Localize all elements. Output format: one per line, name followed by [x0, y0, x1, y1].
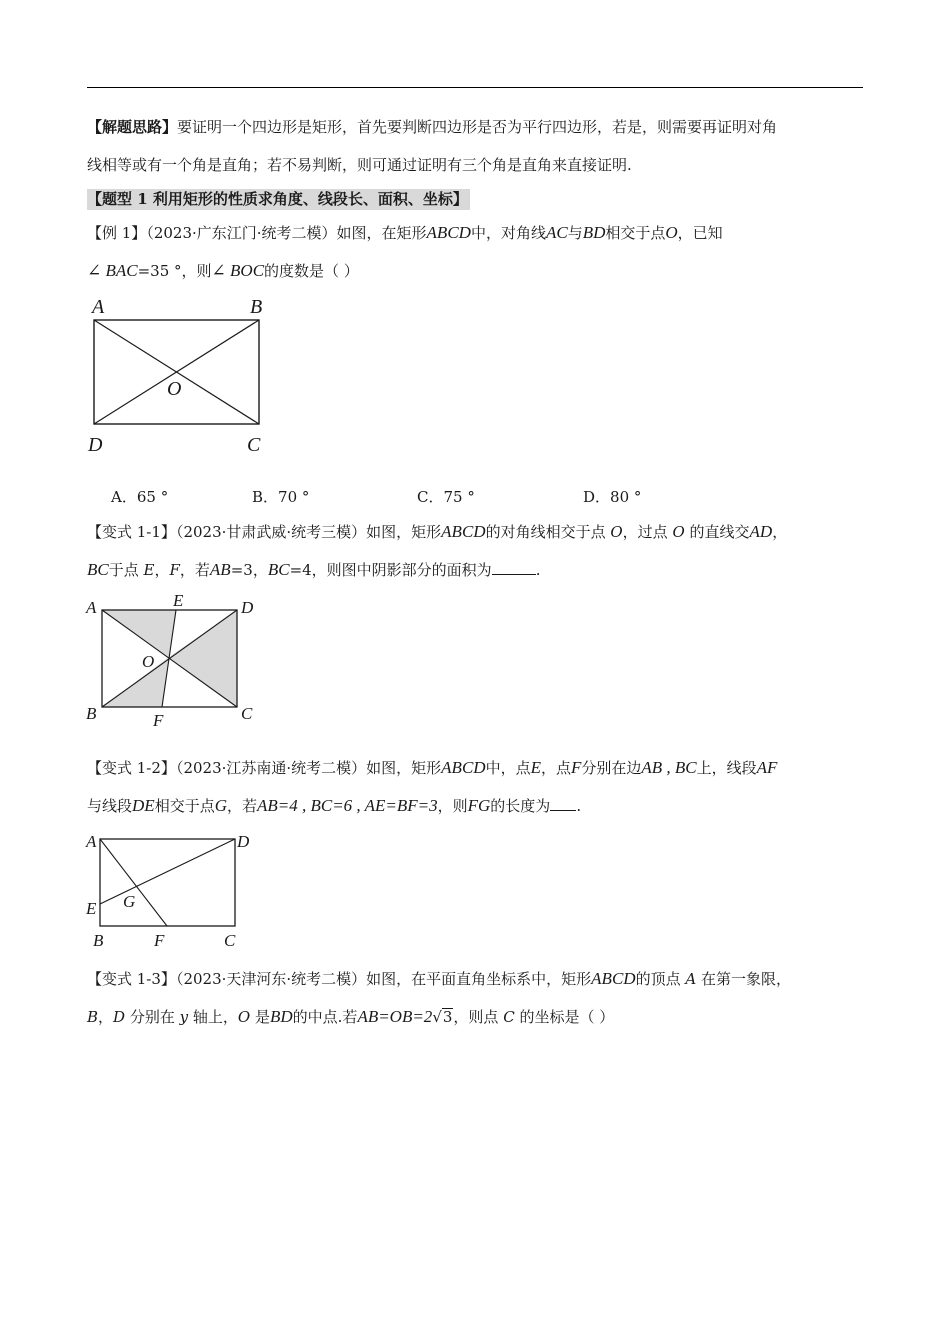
- text: 在第一象限，: [696, 970, 791, 988]
- math: AB=OB=2: [357, 1007, 433, 1026]
- math: ABCD: [591, 969, 636, 988]
- text: ，则点: [453, 1008, 504, 1026]
- variant11-line-1: [87, 522, 787, 542]
- text: =4，则图中阴影部分的面积为: [289, 561, 492, 579]
- variant12-line-2: [87, 796, 581, 816]
- math: O: [610, 523, 623, 541]
- math: AF: [756, 758, 778, 777]
- label-f: F: [154, 931, 165, 950]
- label-c: C: [247, 434, 261, 456]
- sqrt-radicand: 3: [442, 1008, 453, 1026]
- example1-label: 【例 1】: [87, 224, 147, 242]
- text: 如图，在平面直角坐标系中，矩形: [366, 970, 592, 988]
- variant13-source: （2023·天津河东·统考二模）: [175, 970, 367, 988]
- math: DE: [132, 796, 155, 815]
- math: O: [665, 223, 678, 242]
- intro-label: 【解题思路】: [87, 118, 178, 136]
- segment-de: [100, 839, 235, 904]
- example1-source: （2023·广东江门·统考二模）: [146, 224, 337, 242]
- text: 轴上，: [188, 1008, 238, 1026]
- math: ∠ BAC: [87, 261, 138, 280]
- label-c: C: [241, 704, 253, 723]
- example1-line-2: [87, 261, 359, 281]
- text: .: [576, 797, 582, 815]
- text: 的对角线相交于点: [485, 523, 611, 541]
- label-d: D: [88, 434, 103, 456]
- math: AC: [545, 223, 568, 242]
- label-e: E: [173, 591, 184, 610]
- math: A: [685, 970, 697, 988]
- text: 分别在: [125, 1008, 180, 1026]
- variant12-source: （2023·江苏南通·统考二模）: [175, 759, 367, 777]
- text: 与线段: [87, 797, 133, 815]
- variant11-line-2: [87, 560, 540, 580]
- text: 的坐标是（ ）: [514, 1008, 615, 1026]
- label-o: O: [142, 652, 155, 671]
- math: D: [113, 1008, 126, 1026]
- intro-line-1: [87, 117, 777, 137]
- text: 的顶点: [635, 970, 686, 988]
- answer-blank: [550, 796, 576, 811]
- text: 中，对角线: [470, 224, 546, 242]
- math: F: [169, 561, 180, 579]
- text: 的长度为: [490, 797, 551, 815]
- math: BD: [582, 223, 606, 242]
- shade-right: [169, 610, 237, 707]
- label-a: A: [92, 296, 105, 318]
- label-o: O: [167, 378, 182, 400]
- rectangle: [100, 839, 235, 926]
- text: ，: [772, 523, 788, 541]
- variant11-figure: [80, 590, 270, 735]
- text: 是: [250, 1008, 270, 1026]
- variant12-figure: [80, 825, 270, 953]
- text: 如图，在矩形: [336, 224, 427, 242]
- variant13-line-1: [87, 969, 791, 989]
- label-f: F: [153, 711, 164, 730]
- variant13-line-2: [87, 1007, 614, 1027]
- label-e: E: [86, 899, 97, 918]
- text: 的度数是（ ）: [264, 262, 359, 280]
- math: BC: [87, 560, 109, 579]
- math: AB , BC: [641, 758, 697, 777]
- variant13-label: 【变式 1-3】: [87, 970, 176, 988]
- option-d: D．80 °: [583, 488, 642, 506]
- label-d: D: [241, 598, 254, 617]
- text: ，: [98, 1008, 114, 1026]
- text: 相交于点: [154, 797, 215, 815]
- math: BC: [267, 560, 290, 579]
- text: 如图，矩形: [366, 759, 442, 777]
- text: =35 °，则: [137, 262, 212, 280]
- intro-text-1: 要证明一个四边形是矩形，首先要判断四边形是否为平行四边形，若是，则需要再证明对角: [177, 118, 778, 136]
- text: 上，线段: [696, 759, 757, 777]
- text: 中，点: [485, 759, 531, 777]
- label-a: A: [86, 598, 97, 617]
- math: ABCD: [426, 223, 471, 242]
- text: ，若: [179, 561, 210, 579]
- label-a: A: [86, 832, 97, 851]
- math: y: [179, 1008, 189, 1026]
- math: ABCD: [441, 522, 486, 541]
- option-a: A．65 °: [111, 488, 169, 506]
- math: ABCD: [441, 758, 486, 777]
- variant11-label: 【变式 1-1】: [87, 523, 176, 541]
- label-c: C: [224, 931, 236, 950]
- math: E: [530, 758, 541, 777]
- example1-figure: [80, 290, 280, 460]
- label-b: B: [86, 704, 97, 723]
- segment-af: [100, 839, 167, 926]
- shade-top: [102, 610, 176, 657]
- math: ∠ BOC: [211, 261, 265, 280]
- intro-line-2: 线相等或有一个角是直角；若不易判断，则可通过证明有三个角是直角来直接证明.: [87, 156, 632, 174]
- text: ，若: [226, 797, 257, 815]
- math: AB=4 , BC=6 , AE=BF=3: [257, 796, 438, 815]
- answer-blank: [492, 560, 536, 575]
- header-rule: [87, 87, 863, 88]
- text: 分别在边: [581, 759, 642, 777]
- text: ，则: [437, 797, 468, 815]
- math: F: [570, 758, 582, 777]
- math: C: [503, 1008, 515, 1026]
- text: 的中点.若: [292, 1008, 358, 1026]
- text: ，已知: [677, 224, 723, 242]
- option-c: C．75 °: [417, 488, 475, 506]
- variant12-line-1: [87, 758, 777, 778]
- label-b: B: [250, 296, 263, 318]
- math: G: [214, 796, 227, 815]
- math: AB: [209, 560, 231, 579]
- text: 与: [567, 224, 583, 242]
- text: 相交于点: [605, 224, 666, 242]
- section-heading: 【题型 1 利用矩形的性质求角度、线段长、面积、坐标】: [87, 190, 468, 208]
- math: AD: [749, 522, 773, 541]
- text: .: [535, 561, 541, 579]
- label-d: D: [237, 832, 250, 851]
- text: 的直线交: [684, 523, 750, 541]
- text: =3，: [230, 561, 268, 579]
- math: O: [672, 523, 685, 541]
- text: 于点: [108, 561, 144, 579]
- text: ，过点: [622, 523, 673, 541]
- variant11-source: （2023·甘肃武威·统考三模）: [175, 523, 367, 541]
- option-b: B．70 °: [252, 488, 310, 506]
- text: ，: [154, 561, 170, 579]
- math: E: [143, 561, 155, 579]
- variant12-label: 【变式 1-2】: [87, 759, 176, 777]
- text: 如图，矩形: [366, 523, 442, 541]
- math: FG: [467, 796, 491, 815]
- math: B: [87, 1008, 99, 1026]
- example1-line-1: [87, 223, 723, 243]
- math: O: [237, 1008, 251, 1026]
- label-b: B: [93, 931, 104, 950]
- math: BD: [269, 1007, 293, 1026]
- sqrt-sign: √: [432, 1008, 442, 1026]
- text: ，点: [540, 759, 571, 777]
- label-g: G: [123, 892, 136, 911]
